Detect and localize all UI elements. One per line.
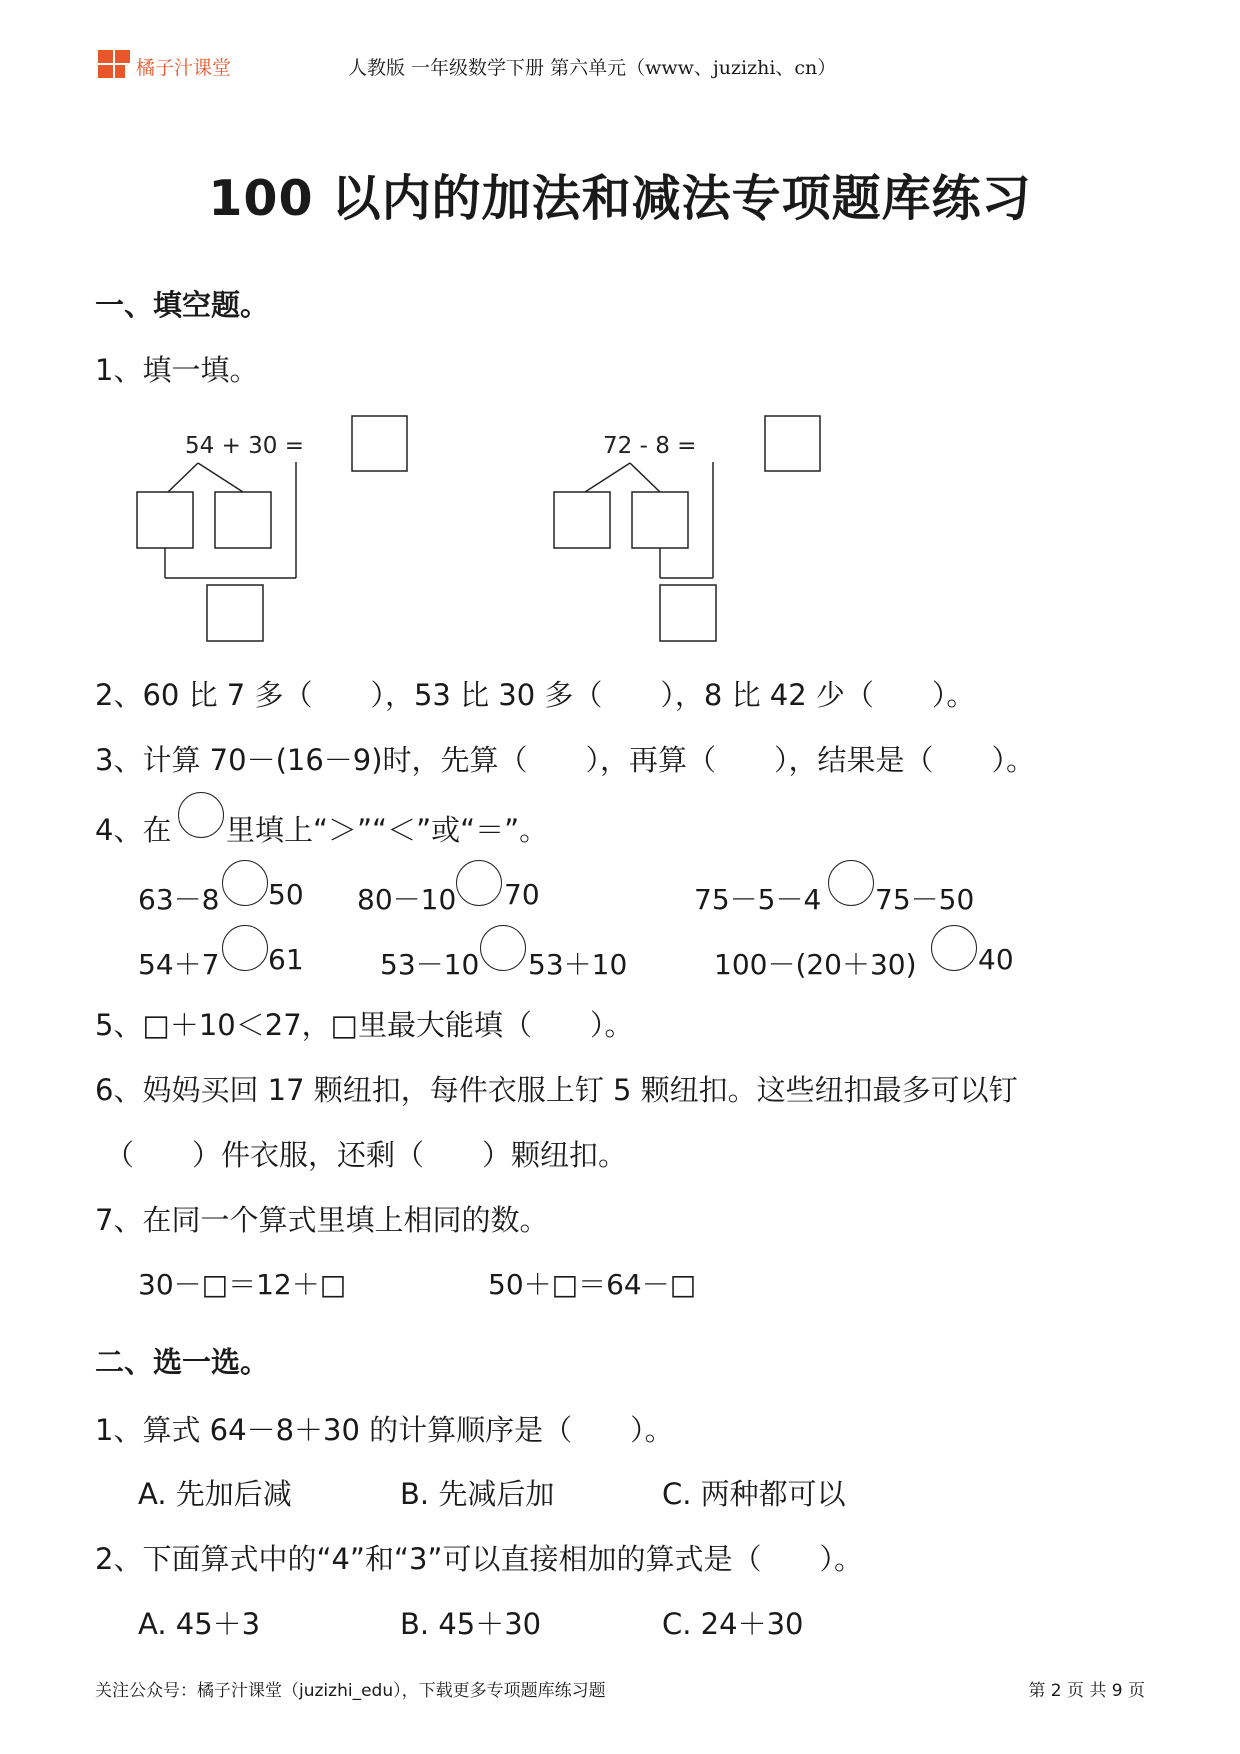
compare-circle[interactable] xyxy=(828,860,874,906)
page-number: 第 2 页 共 9 页 xyxy=(1028,1681,1145,1701)
compare-right: 50 xyxy=(268,878,304,911)
compare-circle[interactable] xyxy=(222,925,268,971)
question-7-text: 7、在同一个算式里填上相同的数。 xyxy=(95,1203,549,1237)
compare-circle[interactable] xyxy=(931,925,977,971)
brand-name: 橘子汁课堂 xyxy=(136,57,232,79)
question-2-text: 2、60 比 7 多（ ），53 比 30 多（ ），8 比 42 少（ ）。 xyxy=(95,678,976,712)
equation-right: 72 - 8 = xyxy=(603,433,697,459)
split-box-right-1 xyxy=(554,492,610,548)
choice-option[interactable]: B. 45＋30 xyxy=(400,1607,542,1641)
question-6-line-1: 6、妈妈买回 17 颗纽扣，每件衣服上钉 5 颗纽扣。这些纽扣最多可以钉 xyxy=(95,1073,1018,1107)
decomposition-diagram xyxy=(0,400,1240,660)
compare-left: 54＋7 xyxy=(138,948,220,981)
header-subtitle: 人教版 一年级数学下册 第六单元（www、juzizhi、cn） xyxy=(348,57,837,79)
question-7-equation-1: 30－□＝12＋□ xyxy=(138,1268,347,1301)
question-7-equation-2: 50＋□＝64－□ xyxy=(488,1268,697,1301)
section-heading-multiple-choice: 二、选一选。 xyxy=(95,1345,270,1379)
compare-right: 70 xyxy=(504,878,540,911)
split-box-left-2 xyxy=(215,492,271,548)
compare-left: 53－10 xyxy=(380,948,480,981)
choice-option[interactable]: A. 45＋3 xyxy=(138,1607,261,1641)
result-box-right xyxy=(660,585,716,641)
equation-left: 54 + 30 = xyxy=(185,433,305,459)
compare-right: 75－50 xyxy=(875,883,975,916)
compare-left: 63－8 xyxy=(138,883,220,916)
section-heading-fill-blank: 一、填空题。 xyxy=(95,288,270,322)
brand-logo xyxy=(98,50,132,80)
choice-option[interactable]: C. 24＋30 xyxy=(662,1607,804,1641)
compare-right: 40 xyxy=(978,943,1014,976)
question-6-line-2: （ ）件衣服，还剩（ ）颗纽扣。 xyxy=(105,1138,628,1172)
choice-question-1-text: 1、算式 64－8＋30 的计算顺序是（ ）。 xyxy=(95,1413,674,1447)
answer-box-right xyxy=(765,416,820,471)
choice-question-2-text: 2、下面算式中的“4”和“3”可以直接相加的算式是（ ）。 xyxy=(95,1542,863,1576)
compare-left: 100－(20＋30) xyxy=(714,948,917,981)
split-box-left-1 xyxy=(137,492,193,548)
answer-box-left xyxy=(352,416,407,471)
choice-option[interactable]: A. 先加后减 xyxy=(138,1477,292,1511)
choice-option[interactable]: B. 先减后加 xyxy=(400,1477,555,1511)
question-1-text: 1、填一填。 xyxy=(95,353,259,387)
compare-left: 80－10 xyxy=(357,883,457,916)
compare-circle-example xyxy=(178,792,224,838)
question-3-text: 3、计算 70－(16－9)时，先算（ ），再算（ ），结果是（ ）。 xyxy=(95,743,1036,777)
question-4-suffix: 里填上“＞”“＜”或“＝”。 xyxy=(226,813,549,847)
result-box-left xyxy=(207,585,263,641)
footer-note: 关注公众号：橘子汁课堂（juzizhi_edu），下载更多专项题库练习题 xyxy=(95,1681,606,1701)
compare-left: 75－5－4 xyxy=(694,883,822,916)
compare-circle[interactable] xyxy=(456,860,502,906)
compare-right: 53＋10 xyxy=(528,948,628,981)
compare-circle[interactable] xyxy=(222,860,268,906)
question-5-text: 5、□＋10＜27，□里最大能填（ ）。 xyxy=(95,1008,634,1042)
compare-right: 61 xyxy=(268,943,304,976)
page-title: 100 以内的加法和减法专项题库练习 xyxy=(208,170,1032,227)
question-4-prefix: 4、在 xyxy=(95,813,172,847)
split-box-right-2 xyxy=(632,492,688,548)
choice-option[interactable]: C. 两种都可以 xyxy=(662,1477,846,1511)
compare-circle[interactable] xyxy=(480,925,526,971)
